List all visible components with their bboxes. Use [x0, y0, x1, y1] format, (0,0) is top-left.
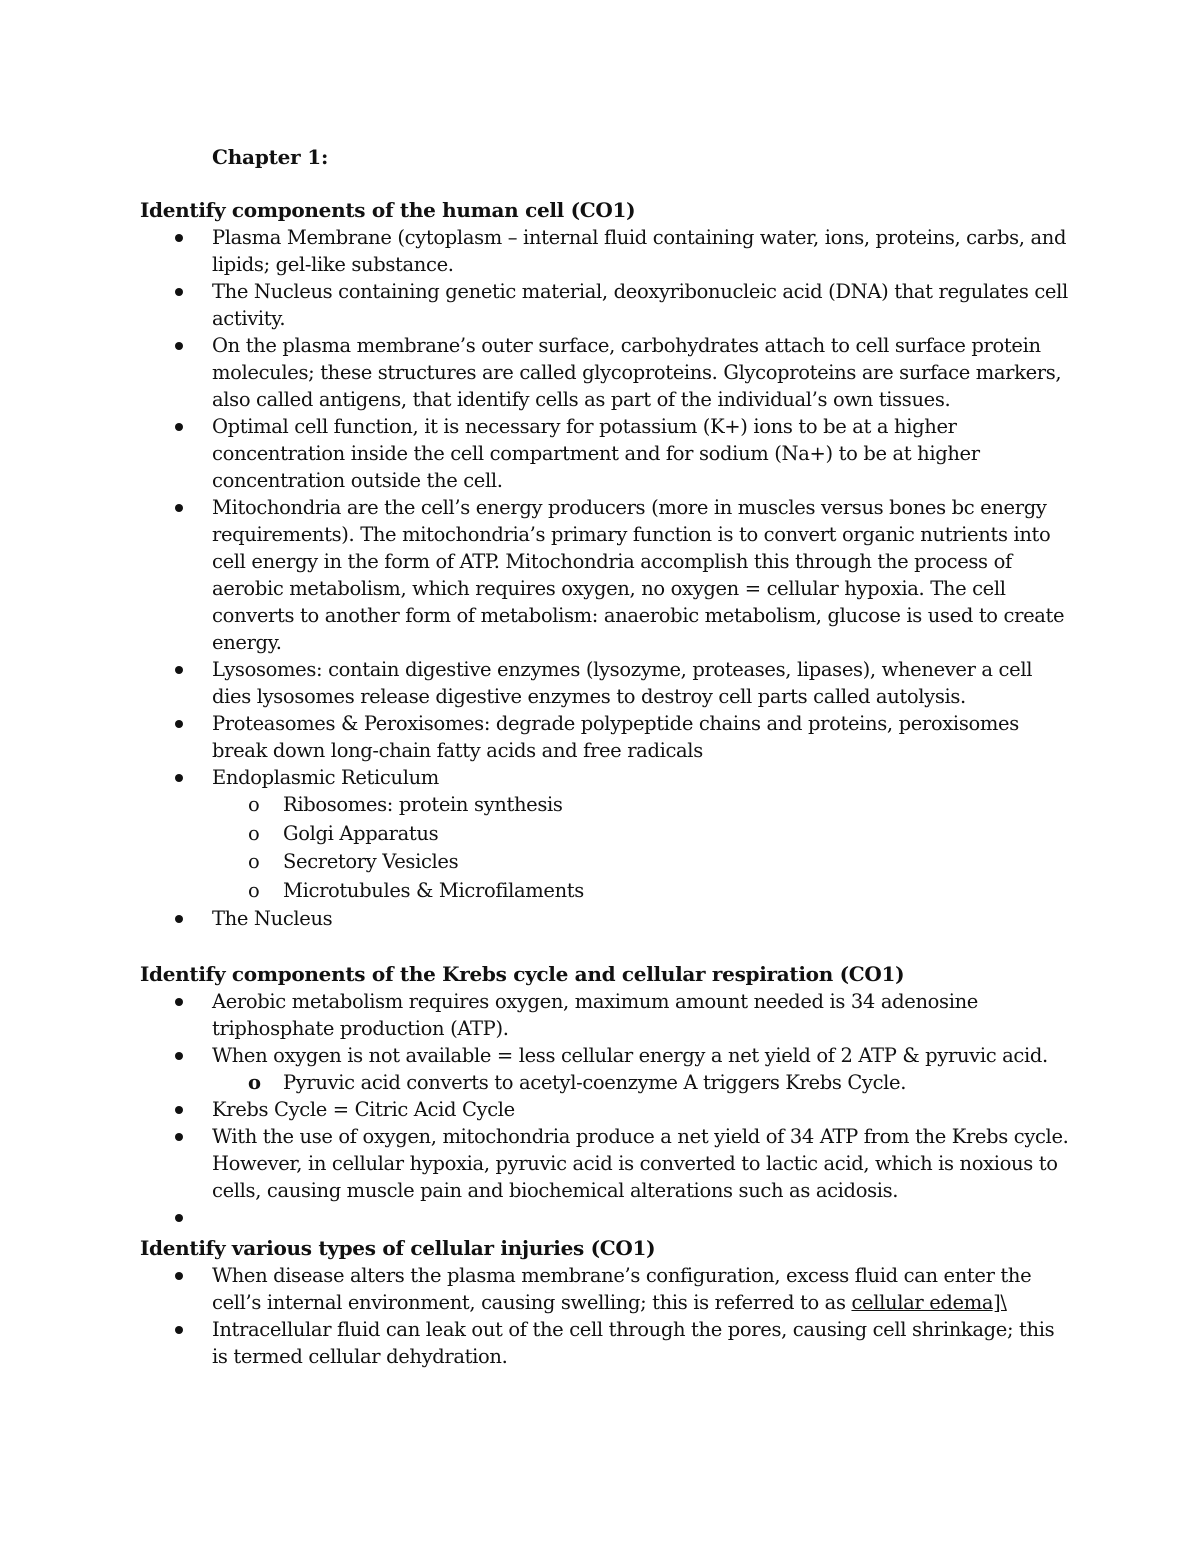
bullet-icon: [175, 998, 183, 1006]
sub-bullet-icon: o: [248, 850, 260, 873]
list-item: Plasma Membrane (cytoplasm – internal fluid containing water, ions, proteins, carbs, and lipids; gel-like substance.: [140, 224, 1072, 278]
bullet-icon: [175, 1052, 183, 1060]
section-heading: Identify various types of cellular injuries (CO1): [140, 1236, 656, 1260]
bullet-icon: [175, 504, 183, 512]
sub-bullet-icon: o: [248, 1071, 261, 1094]
bullet-icon: [175, 720, 183, 728]
bullet-icon: [175, 423, 183, 431]
bullet-icon: [175, 1133, 183, 1141]
list-item: The Nucleus containing genetic material, deoxyribonucleic acid (DNA) that regulates cell activity.: [140, 278, 1072, 332]
underlined-term: cellular edema]\: [851, 1291, 1007, 1314]
section-heading: Identify components of the human cell (CO1): [140, 198, 636, 222]
sub-bullet-icon: o: [248, 878, 260, 902]
sub-list-item: o Secretory Vesicles: [212, 848, 1072, 877]
list-item: With the use of oxygen, mitochondria produce a net yield of 34 ATP from the Krebs cycle. However, in cellular hypoxia, pyruvic acid is converted to lactic acid, which is noxious to cells, causing muscle pain and biochemical alterations such as acidosis.: [140, 1123, 1072, 1204]
bullet-icon: [175, 1106, 183, 1114]
bullet-icon: [175, 1214, 183, 1222]
bullet-icon: [175, 342, 183, 350]
list-item: Intracellular fluid can leak out of the cell through the pores, causing cell shrinkage; this is termed cellular dehydration.: [140, 1316, 1072, 1370]
bullet-icon: [175, 1326, 183, 1334]
list-item: Krebs Cycle = Citric Acid Cycle: [140, 1096, 1072, 1123]
section-cell-components: [140, 197, 1080, 932]
list-item: Lysosomes: contain digestive enzymes (lysozyme, proteases, lipases), whenever a cell dies lysosomes release digestive enzymes to destroy cell parts called autolysis.: [140, 656, 1072, 710]
bullet-icon: [175, 1272, 183, 1280]
list-item: Proteasomes & Peroxisomes: degrade polypeptide chains and proteins, peroxisomes break down long-chain fatty acids and free radicals: [140, 710, 1072, 764]
list-item: On the plasma membrane’s outer surface, carbohydrates attach to cell surface protein molecules; these structures are called glycoproteins. Glycoproteins are surface markers, also called antigens, that identify cells as part of the individual’s own tissues.: [140, 332, 1072, 413]
bullet-icon: [175, 234, 183, 242]
bullet-icon: [175, 915, 183, 923]
list-item: Aerobic metabolism requires oxygen, maximum amount needed is 34 adenosine triphosphate production (ATP).: [140, 988, 1072, 1042]
sub-list-item: o Ribosomes: protein synthesis: [212, 791, 1072, 820]
list-item: Endoplasmic Reticulum o Ribosomes: protein synthesis o Golgi Apparatus o Secretory Vesicles o Microtubules & Microfilaments: [140, 764, 1072, 905]
section-heading: Identify components of the Krebs cycle and cellular respiration (CO1): [140, 962, 905, 986]
list-item: Optimal cell function, it is necessary for potassium (K+) ions to be at a higher concentration inside the cell compartment and for sodium (Na+) to be at higher concentration outside the cell.: [140, 413, 1072, 494]
chapter-title: Chapter 1:: [212, 145, 329, 169]
bullet-icon: [175, 288, 183, 296]
sub-list: [212, 791, 1072, 905]
list-item: When disease alters the plasma membrane’s configuration, excess fluid can enter the cell’s internal environment, causing swelling; this is referred to as cellular edema]\: [140, 1262, 1072, 1316]
bullet-icon: [175, 666, 183, 674]
section-krebs-cycle: [140, 961, 1080, 1231]
sub-bullet-icon: o: [248, 821, 260, 845]
list-item: Mitochondria are the cell’s energy producers (more in muscles versus bones bc energy requirements). The mitochondria’s primary function is to convert organic nutrients into cell energy in the form of ATP. Mitochondria accomplish this through the process of aerobic metabolism, which requires oxygen, no oxygen = cellular hypoxia. The cell converts to another form of metabolism: anaerobic metabolism, glucose is used to create energy.: [140, 494, 1072, 656]
sub-list-item: o Golgi Apparatus: [212, 820, 1072, 849]
list-item: When oxygen is not available = less cellular energy a net yield of 2 ATP & pyruvic acid. o Pyruvic acid converts to acetyl-coenzyme A triggers Krebs Cycle.: [140, 1042, 1072, 1096]
bullet-list: [140, 988, 1080, 1231]
bullet-list: [140, 224, 1080, 932]
sub-list-item: o Pyruvic acid converts to acetyl-coenzyme A triggers Krebs Cycle.: [248, 1071, 907, 1094]
list-item-empty: [140, 1204, 1072, 1231]
section-cellular-injuries: [140, 1235, 1080, 1370]
bullet-list: [140, 1262, 1080, 1370]
sub-list: [212, 1069, 1072, 1096]
bullet-icon: [175, 774, 183, 782]
sub-list-item: o Microtubules & Microfilaments: [212, 877, 1072, 906]
sub-bullet-icon: o: [248, 793, 260, 816]
list-item: The Nucleus: [140, 905, 1072, 932]
